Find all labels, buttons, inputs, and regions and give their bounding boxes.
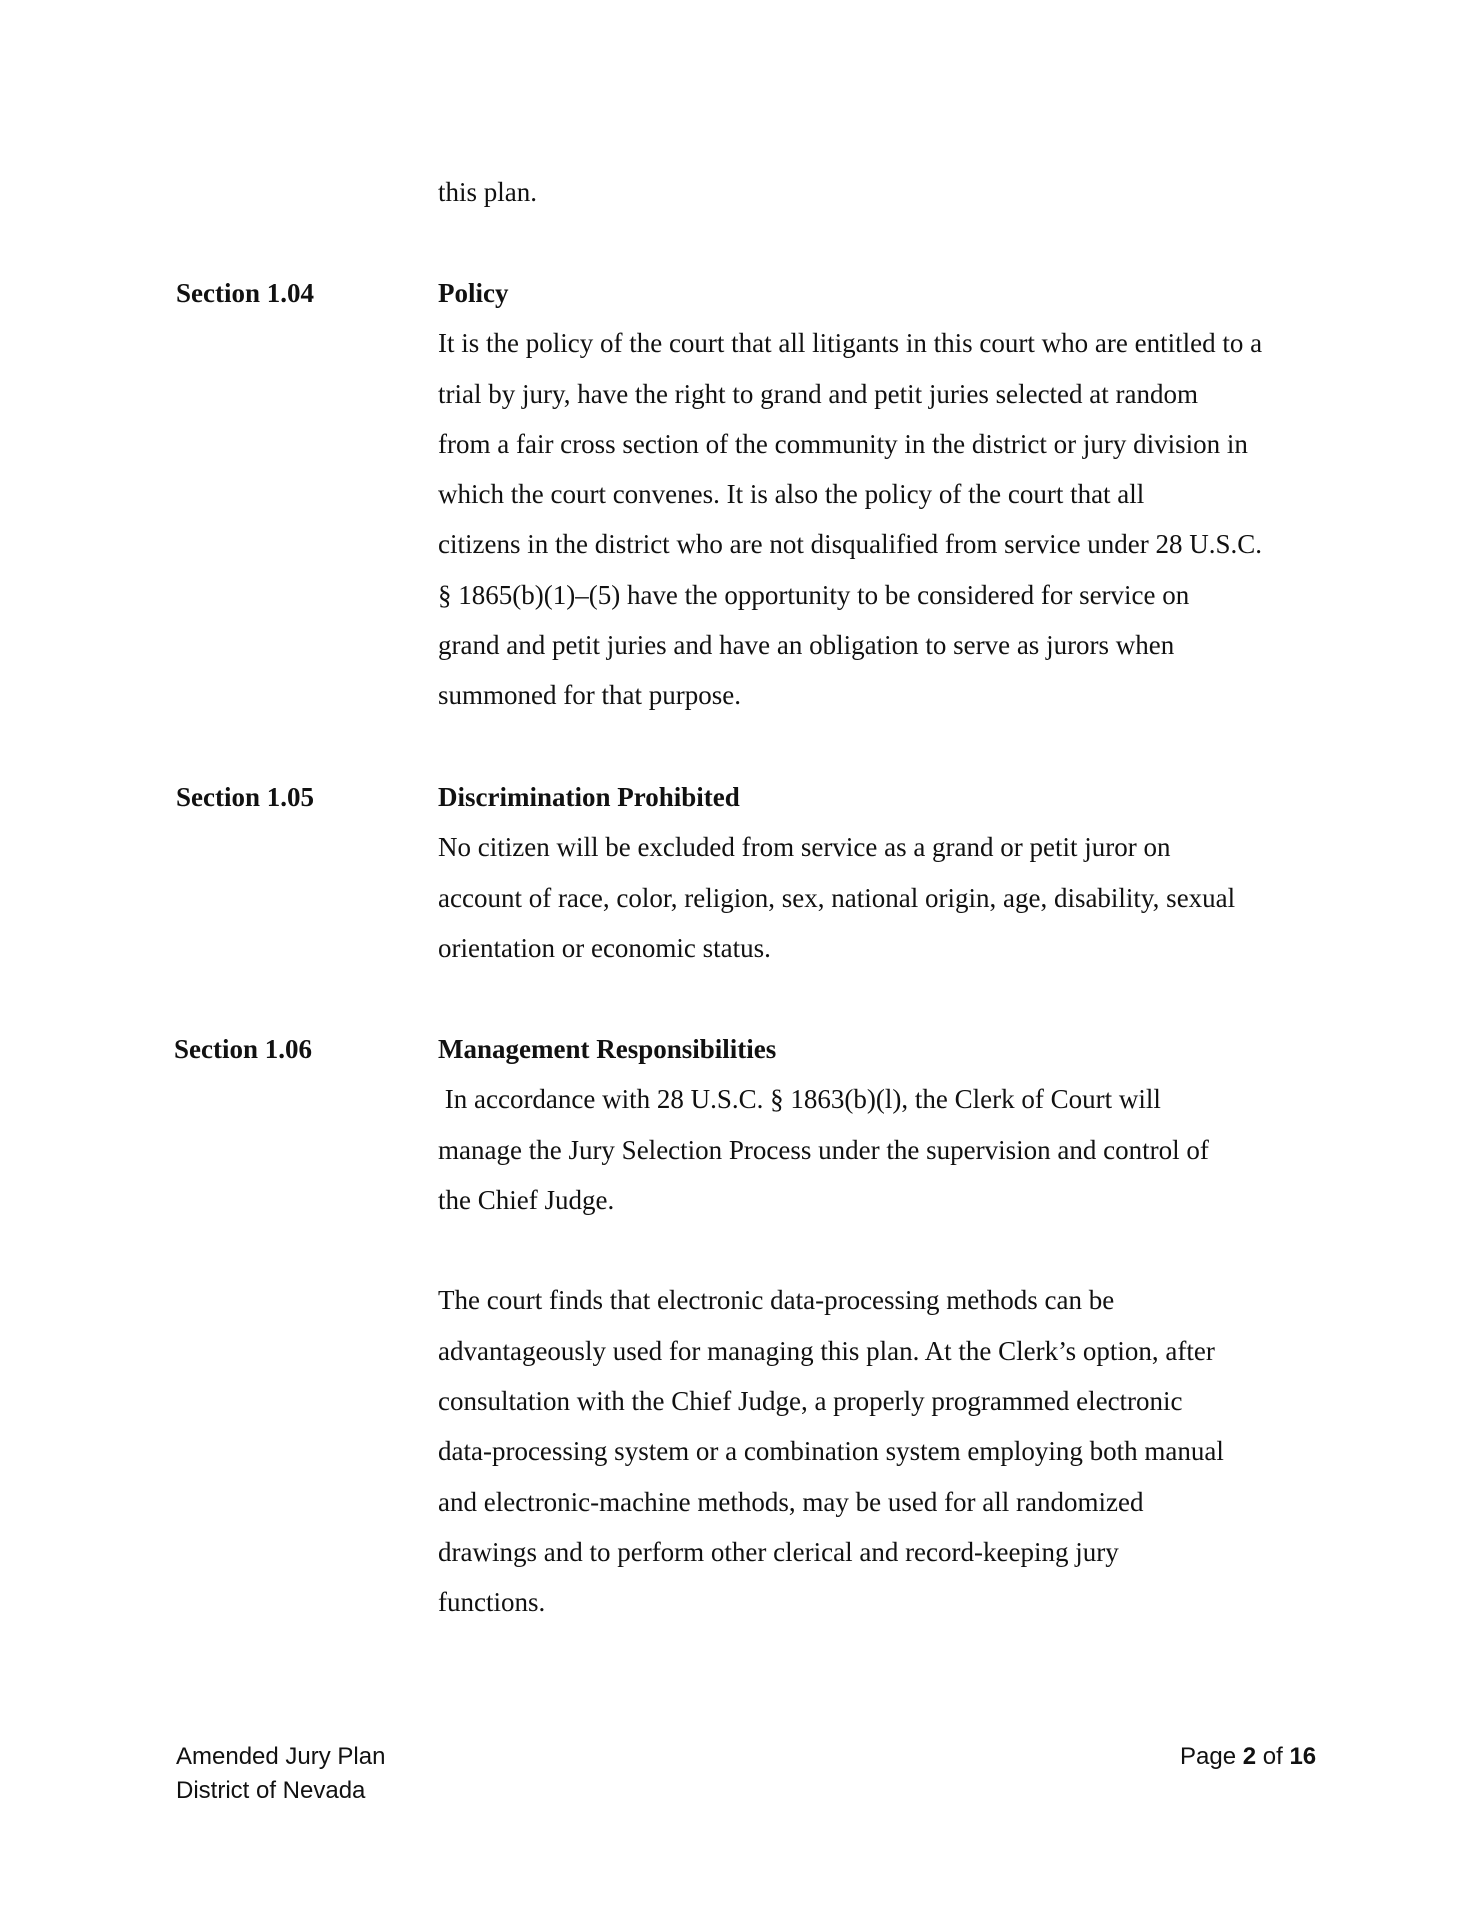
continuation-line: this plan. <box>438 177 537 207</box>
paragraph-line: orientation or economic status. <box>438 932 771 963</box>
section-body <box>438 268 1318 721</box>
paragraph-line: data-processing system or a combination system employing both manual <box>438 1436 1224 1467</box>
paragraph-line: consultation with the Chief Judge, a properly programmed electronic <box>438 1386 1183 1417</box>
paragraph-line: from a fair cross section of the community in the district or jury division in <box>438 428 1248 459</box>
paragraph-line: functions. <box>438 1587 546 1618</box>
paragraph-gap <box>438 1225 1318 1275</box>
paragraph-line: trial by jury, have the right to grand and petit juries selected at random <box>438 378 1199 409</box>
paragraph-line: drawings and to perform other clerical and record-keeping jury <box>438 1536 1119 1567</box>
page-total: 16 <box>1289 1743 1317 1770</box>
paragraph-line: § 1865(b)(1)–(5) have the opportunity to be considered for service on <box>438 579 1190 610</box>
paragraph-line: It is the policy of the court that all litigants in this court who are entitled to a <box>438 328 1263 359</box>
paragraph-line: citizens in the district who are not disqualified from service under 28 U.S.C. <box>438 529 1263 560</box>
footer-page-number <box>1180 1740 1316 1774</box>
page-current: 2 <box>1242 1743 1257 1770</box>
section-number: Section 1.04 <box>176 278 314 308</box>
paragraph-line: which the court convenes. It is also the policy of the court that all <box>438 479 1145 510</box>
paragraph-line: account of race, color, religion, sex, national origin, age, disability, sexual <box>438 882 1236 913</box>
section-number: Section 1.05 <box>176 782 314 812</box>
paragraph-line: and electronic-machine methods, may be used for all randomized <box>438 1486 1144 1517</box>
paragraph-line: grand and petit juries and have an obligation to serve as jurors when <box>438 630 1175 661</box>
section-title: Discrimination Prohibited <box>438 782 740 812</box>
section-body <box>438 1024 1318 1628</box>
section-title: Management Responsibilities <box>438 1034 777 1064</box>
page-of: of <box>1256 1743 1290 1770</box>
paragraph-line: manage the Jury Selection Process under the supervision and control of <box>438 1134 1209 1165</box>
paragraph-line: The court finds that electronic data-processing methods can be <box>438 1285 1115 1316</box>
footer-document-info <box>176 1740 385 1808</box>
paragraph-line: In accordance with 28 U.S.C. § 1863(b)(l), the Clerk of Court will <box>438 1084 1161 1115</box>
paragraph-line: the Chief Judge. <box>438 1184 615 1215</box>
section-number: Section 1.06 <box>174 1034 312 1064</box>
section-title: Policy <box>438 278 509 308</box>
paragraph-line: No citizen will be excluded from service as a grand or petit juror on <box>438 832 1171 863</box>
paragraph-line: advantageously used for managing this plan. At the Clerk’s option, after <box>438 1335 1215 1366</box>
continuation-text <box>438 167 1318 217</box>
paragraph-line: summoned for that purpose. <box>438 680 741 711</box>
footer-district: District of Nevada <box>176 1777 366 1804</box>
page-prefix: Page <box>1180 1743 1243 1770</box>
section-body <box>438 772 1318 973</box>
footer-document-title: Amended Jury Plan <box>176 1743 386 1770</box>
